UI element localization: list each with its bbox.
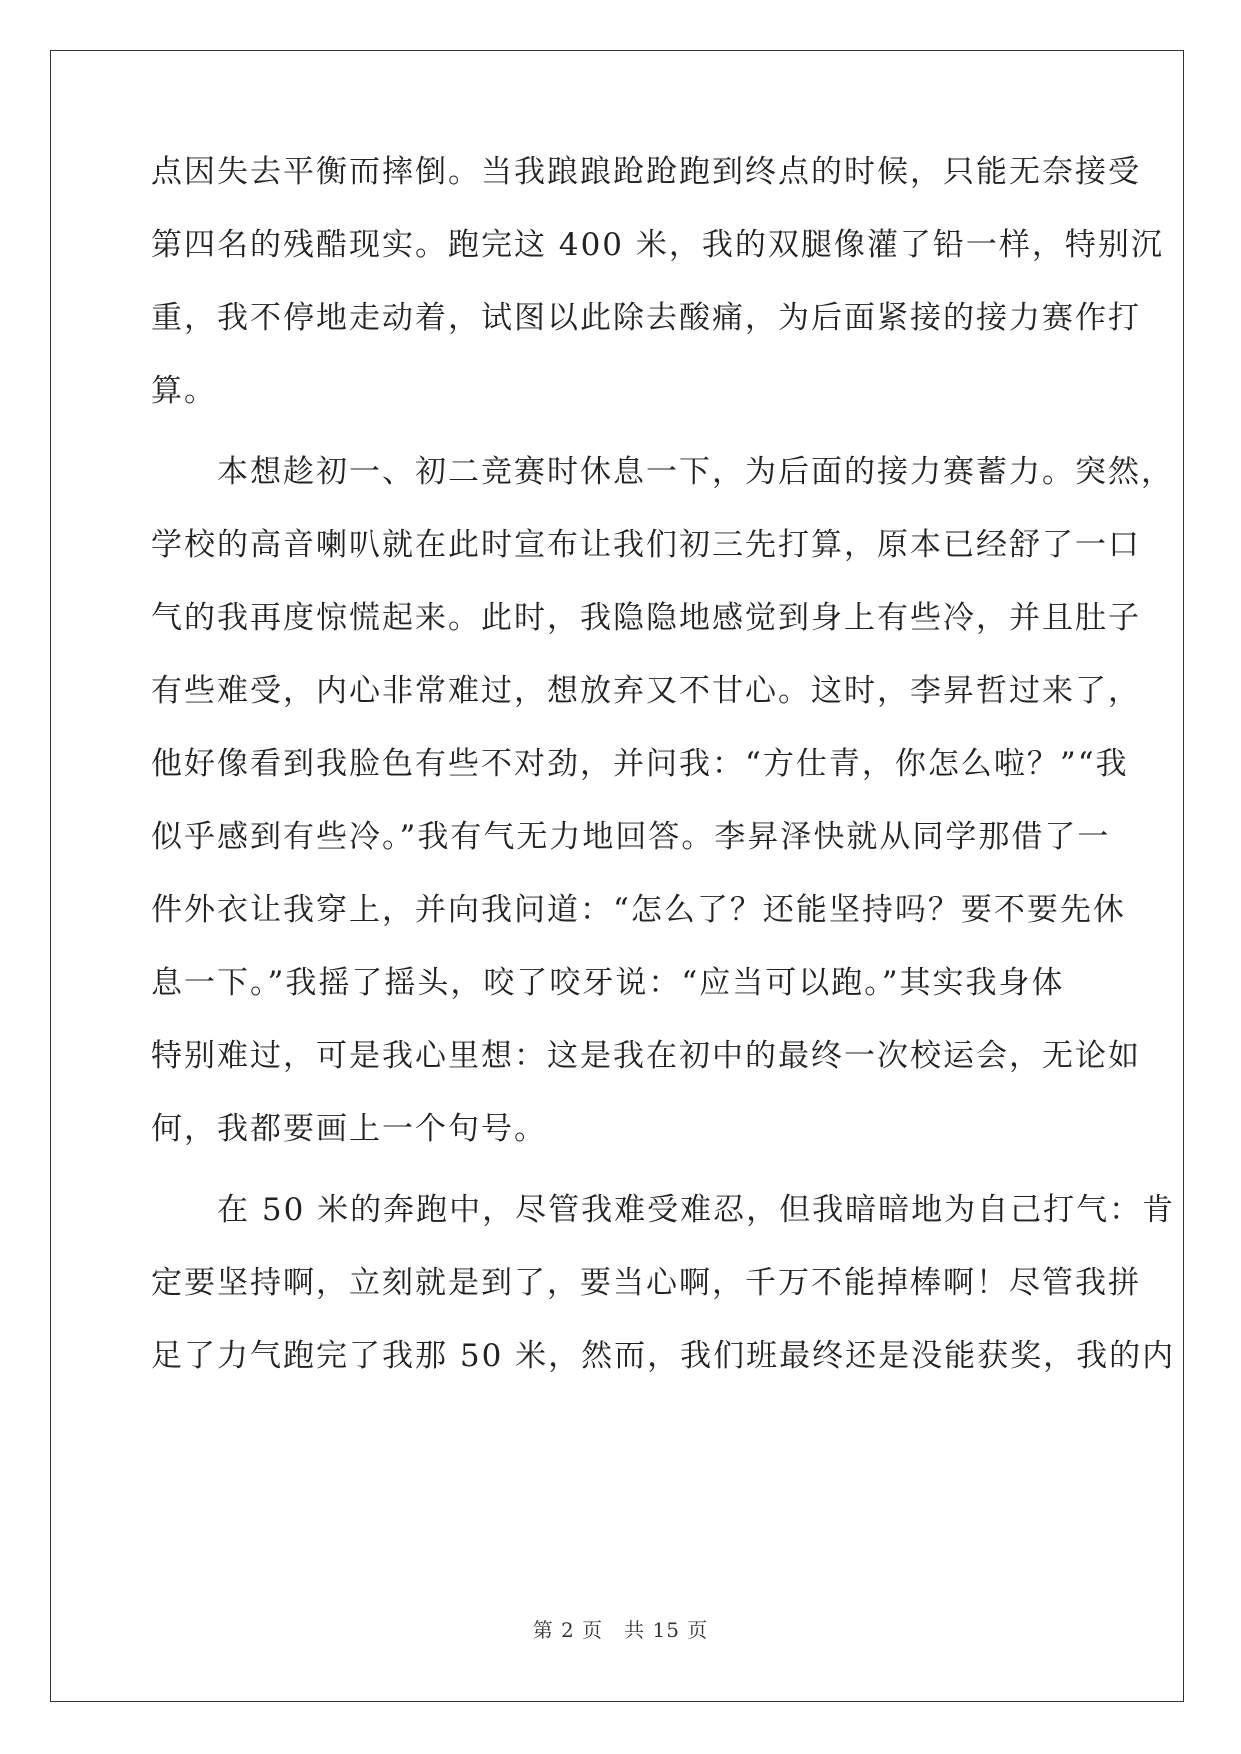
text-line: 点因失去平衡而摔倒。当我踉踉跄跄跑到终点的时候，只能无奈接受 <box>151 154 1141 190</box>
text-line: 算。 <box>151 373 217 409</box>
text-line: 气的我再度惊慌起来。此时，我隐隐地感觉到身上有些冷，并且肚子 <box>151 600 1141 636</box>
text-line: 在 50 米的奔跑中，尽管我难受难忍，但我暗暗地为自己打气：肯 <box>151 1192 1176 1228</box>
text-line: 学校的高音喇叭就在此时宣布让我们初三先打算，原本已经舒了一口 <box>151 527 1141 563</box>
text-line: 件外衣让我穿上，并向我问道：“怎么了？还能坚持吗？要不要先休 <box>151 892 1126 928</box>
text-line: 何，我都要画上一个句号。 <box>151 1111 547 1147</box>
text-line: 第四名的残酷现实。跑完这 400 米，我的双腿像灌了铅一样，特别沉 <box>151 227 1164 263</box>
text-line: 重，我不停地走动着，试图以此除去酸痛，为后面紧接的接力赛作打 <box>151 300 1141 336</box>
page-number-footer: 第 2 页 共 15 页 <box>532 1618 709 1642</box>
text-line: 定要坚持啊，立刻就是到了，要当心啊，千万不能掉棒啊！尽管我拼 <box>151 1265 1141 1301</box>
text-line: 似乎感到有些冷。”我有气无力地回答。李昇泽快就从同学那借了一 <box>151 819 1111 855</box>
text-line: 息一下。”我摇了摇头，咬了咬牙说：“应当可以跑。”其实我身体 <box>151 965 1065 1001</box>
text-line: 特别难过，可是我心里想：这是我在初中的最终一次校运会，无论如 <box>151 1038 1141 1074</box>
text-line: 有些难受，内心非常难过，想放弃又不甘心。这时，李昇哲过来了， <box>151 673 1141 709</box>
text-line: 他好像看到我脸色有些不对劲，并问我：“方仕青，你怎么啦？”“我 <box>151 746 1129 782</box>
text-line: 足了力气跑完了我那 50 米，然而，我们班最终还是没能获奖，我的内 <box>151 1338 1176 1374</box>
text-line: 本想趁初一、初二竞赛时休息一下，为后面的接力赛蓄力。突然， <box>151 454 1174 490</box>
